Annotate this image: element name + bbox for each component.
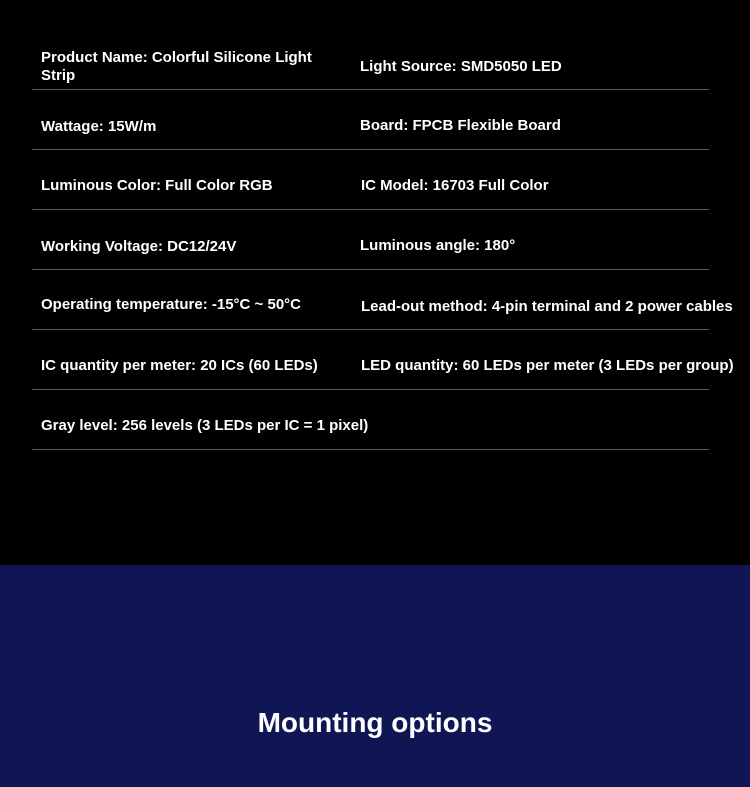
spec-ic-model: IC Model: 16703 Full Color (361, 177, 549, 194)
spec-row (32, 89, 709, 150)
spec-luminous-angle: Luminous angle: 180° (360, 237, 516, 254)
spec-operating-temperature: Operating temperature: -15°C ~ 50°C (41, 296, 301, 313)
spec-board: Board: FPCB Flexible Board (360, 117, 561, 134)
spec-row (32, 29, 709, 90)
spec-row (32, 329, 734, 390)
spec-wattage: Wattage: 15W/m (41, 118, 157, 135)
spec-product-name: Product Name: Colorful Silicone Light Strip (41, 49, 312, 84)
spec-light-source: Light Source: SMD5050 LED (360, 58, 562, 75)
spec-row (32, 269, 733, 330)
spec-luminous-color: Luminous Color: Full Color RGB (41, 177, 273, 194)
spec-working-voltage: Working Voltage: DC12/24V (41, 238, 237, 255)
spec-row (32, 389, 709, 450)
mounting-title: Mounting options (257, 707, 493, 738)
spec-row (32, 209, 709, 270)
spec-lead-out-method: Lead-out method: 4-pin terminal and 2 power cables (361, 298, 733, 315)
spec-ic-quantity: IC quantity per meter: 20 ICs (60 LEDs) (41, 357, 318, 374)
spec-gray-level: Gray level: 256 levels (3 LEDs per IC = 1 pixel) (41, 417, 369, 434)
mounting-section (0, 565, 750, 787)
spec-led-quantity: LED quantity: 60 LEDs per meter (3 LEDs per group) (361, 357, 734, 374)
spec-row (32, 149, 709, 210)
